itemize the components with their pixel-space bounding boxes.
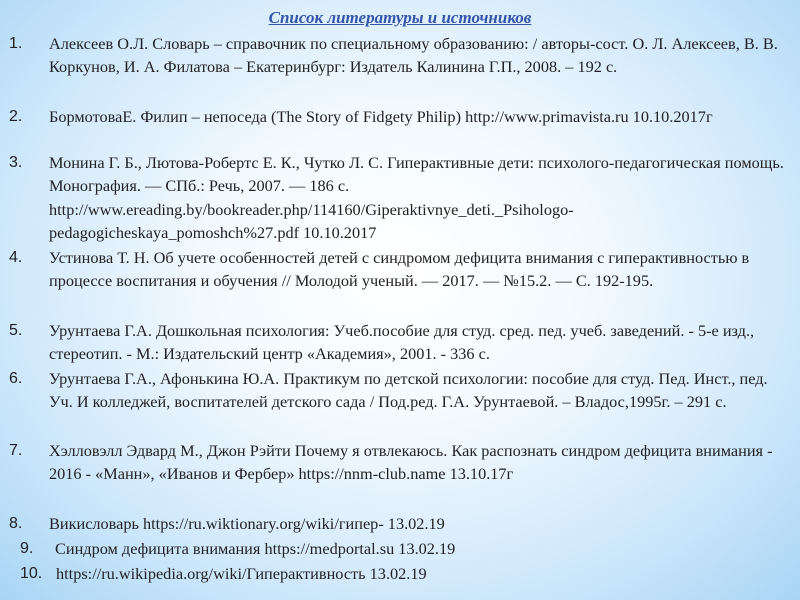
list-item-text: БормотоваЕ. Филип – непоседа (The Story of Fidgety Philip) http://www.primavista.ru 10.10.2017г [49,107,713,126]
list-item-number: 4. [9,249,23,266]
page-title: Список литературы и источников [268,8,532,27]
list-item-text: https://ru.wikipedia.org/wiki/Гиперактивность 13.02.19 [56,564,427,583]
list-item-text: Хэлловэлл Эдвард М., Джон Рэйти Почему я отвлекаюсь. Как распознать синдром дефицита внимания - 2016 - «Манн», «Иванов и Фербер» https://nnm-club.name 13.10.17г [49,441,773,484]
list-item-number: 10. [20,565,43,582]
list-item-text: Алексеев О.Л. Словарь – справочник по специальному образованию: / авторы-сост. О. Л. Алексеев, В. В. Коркунов, И. А. Филатова – Екатеринбург: Издатель Калинина Г.П., 2008. – 192 с. [49,34,778,77]
list-item-number: 7. [9,442,23,459]
list-item-number: 2. [9,108,23,125]
list-item-text: Устинова Т. Н. Об учете особенностей детей с синдромом дефицита внимания с гиперактивностью в процессе воспитания и обучения // Молодой ученый. — 2017. — №15.2. — С. 192-195. [49,248,750,291]
list-item-text: Урунтаева Г.А., Афонькина Ю.А. Практикум по детской психологии: пособие для студ. Пед. Инст., пед. Уч. И колледжей, воспитателей детского сада / Под.ред. Г.А. Урунтаевой. – Владос,1995г. – 291 с. [49,369,768,412]
list-item-text: Синдром дефицита внимания https://medportal.su 13.02.19 [55,539,456,558]
list-item-text: Монина Г. Б., Лютова-Робертс Е. К., Чутко Л. С. Гиперактивные дети: психолого-педагогическая помощь. Монография. — СПб.: Речь, 2007. — 186 с. http://www.ereading.by/bookreader.php/114160/Giperaktivnye_deti._Psihologo-pedagogicheskaya_pomoshch%27.pdf 10.10.2017 [49,153,784,243]
list-item-number: 6. [9,370,23,387]
list-item-number: 3. [9,154,23,171]
list-item-number: 1. [9,35,23,52]
list-item-text: Викисловарь https://ru.wiktionary.org/wiki/гипер- 13.02.19 [49,514,445,533]
list-item-number: 9. [20,540,34,557]
list-item-text: Урунтаева Г.А. Дошкольная психология: Учеб.пособие для студ. сред. пед. учеб. заведений. - 5-е изд., стереотип. - М.: Издательский центр «Академия», 2001. - 336 с. [49,321,755,364]
list-item-number: 8. [9,515,23,532]
list-item-number: 5. [9,322,23,339]
